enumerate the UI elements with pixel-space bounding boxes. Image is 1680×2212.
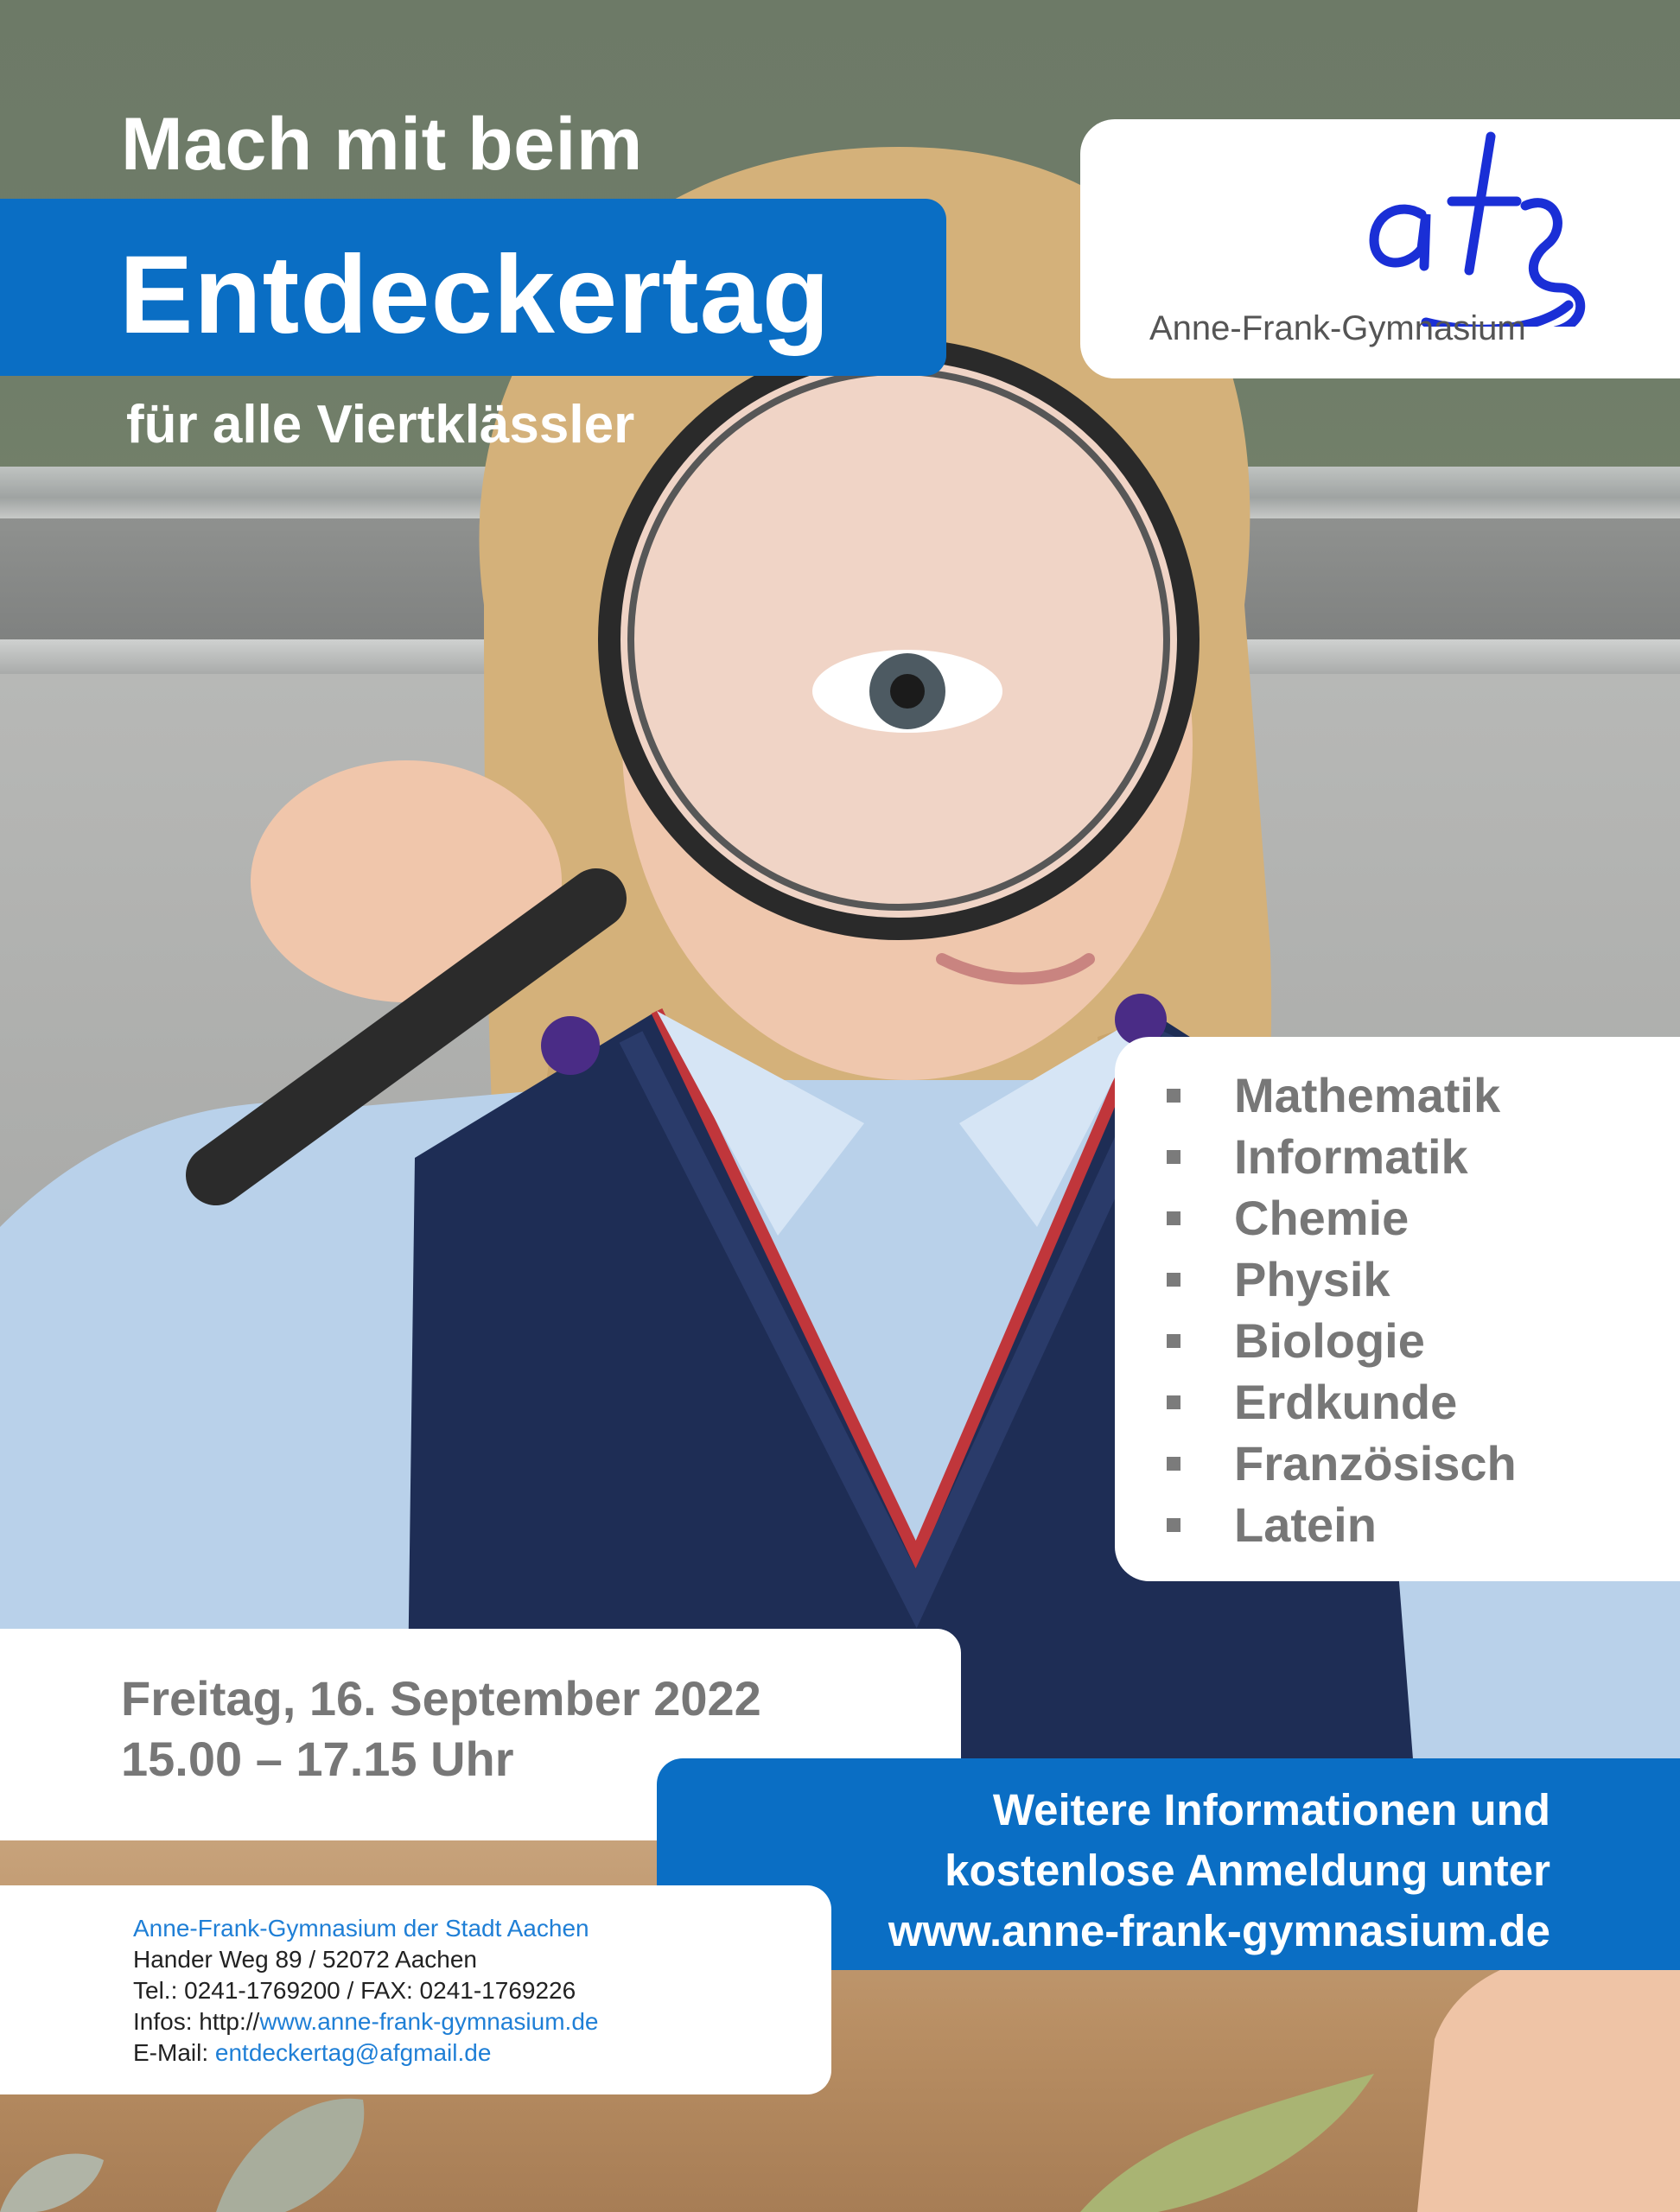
bullet-square-icon: [1167, 1211, 1180, 1225]
bullet-square-icon: [1167, 1518, 1180, 1532]
list-item: [1167, 1249, 1517, 1310]
event-date: Freitag, 16. September 2022: [121, 1671, 761, 1726]
contact-infos-prefix: Infos: http://: [133, 2008, 260, 2035]
contact-infos: [133, 2008, 598, 2036]
contact-email-link[interactable]: entdeckertag@afgmail.de: [214, 2039, 492, 2066]
subject-label: Erdkunde: [1234, 1375, 1458, 1429]
event-time: 15.00 – 17.15 Uhr: [121, 1732, 514, 1786]
list-item: [1167, 1310, 1517, 1371]
list-item: [1167, 1433, 1517, 1494]
afg-logo-mark: [1340, 119, 1599, 327]
subjects-panel: [1115, 1037, 1680, 1581]
contact-email-row: [133, 2039, 491, 2067]
bullet-square-icon: [1167, 1395, 1180, 1409]
headline-audience: für alle Viertklässler: [126, 395, 635, 454]
school-logo-box: [1080, 119, 1680, 378]
subjects-list: [1167, 1065, 1517, 1555]
subject-label: Latein: [1234, 1497, 1377, 1552]
bullet-square-icon: [1167, 1089, 1180, 1103]
contact-email-prefix: E-Mail:: [133, 2039, 215, 2066]
subject-label: Mathematik: [1234, 1068, 1501, 1122]
subject-label: Physik: [1234, 1252, 1390, 1306]
info-line-1: Weitere Informationen und: [992, 1785, 1550, 1834]
bullet-square-icon: [1167, 1334, 1180, 1348]
bullet-square-icon: [1167, 1273, 1180, 1287]
headline-title: Entdeckertag: [119, 233, 830, 357]
list-item: [1167, 1126, 1517, 1187]
list-item: [1167, 1187, 1517, 1249]
headline-intro: Mach mit beim: [121, 103, 643, 186]
contact-box: [0, 1885, 831, 2094]
subject-label: Informatik: [1234, 1129, 1468, 1184]
subject-label: Biologie: [1234, 1313, 1425, 1368]
school-logo-name: Anne-Frank-Gymnasium: [1149, 309, 1526, 347]
subject-label: Französisch: [1234, 1436, 1517, 1491]
bullet-square-icon: [1167, 1150, 1180, 1164]
info-line-2: kostenlose Anmeldung unter: [945, 1846, 1550, 1895]
contact-school-name: Anne-Frank-Gymnasium der Stadt Aachen: [133, 1915, 589, 1942]
contact-address: Hander Weg 89 / 52072 Aachen: [133, 1946, 478, 1973]
list-item: [1167, 1371, 1517, 1433]
list-item: [1167, 1494, 1517, 1555]
subject-label: Chemie: [1234, 1191, 1410, 1245]
contact-website-link[interactable]: www.anne-frank-gymnasium.de: [259, 2008, 599, 2035]
bullet-square-icon: [1167, 1457, 1180, 1471]
registration-url-link[interactable]: www.anne-frank-gymnasium.de: [888, 1906, 1550, 1955]
contact-phone: Tel.: 0241-1769200 / FAX: 0241-1769226: [133, 1977, 576, 2004]
list-item: [1167, 1065, 1517, 1126]
